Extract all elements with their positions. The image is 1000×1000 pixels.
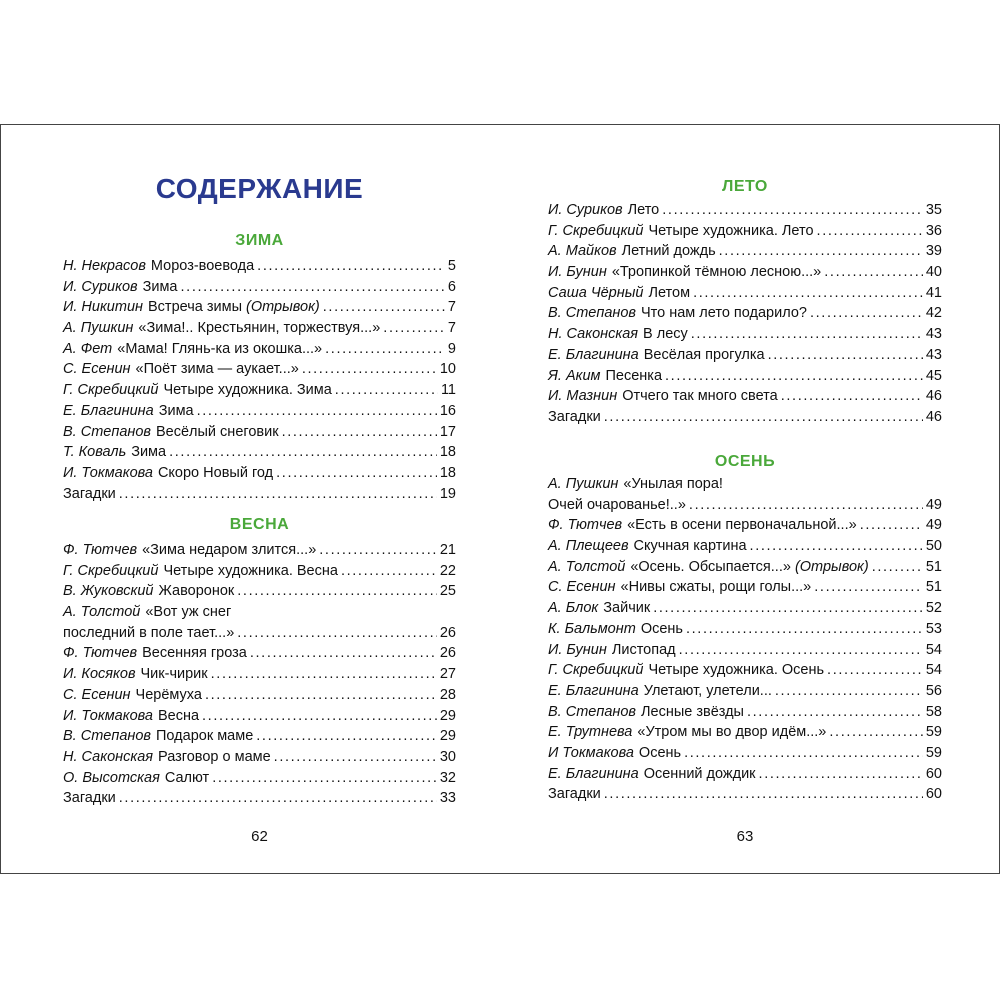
toc-entry — [63, 726, 456, 747]
entry-title: Загадки — [548, 786, 601, 803]
entry-author: А. Блок — [548, 600, 599, 617]
toc-entry — [548, 557, 942, 578]
entry-title: Осень — [638, 744, 682, 761]
entry-author: Ф. Тютчев — [63, 645, 138, 662]
entry-title: Разговор о маме — [158, 748, 271, 765]
dot-leader — [335, 380, 438, 401]
toc-entry — [548, 407, 942, 428]
entry-author: Г. Скребицкий — [548, 222, 644, 239]
dot-leader — [256, 726, 437, 747]
toc-entry — [63, 540, 456, 561]
toc-entry — [548, 474, 942, 495]
toc-entry — [63, 664, 456, 685]
dot-leader — [860, 515, 923, 536]
toc-entry — [548, 262, 942, 283]
entry-page-number: 49 — [925, 496, 942, 513]
entry-author: Г. Скребицкий — [63, 562, 159, 579]
entry-author: В. Степанов — [548, 703, 636, 720]
entry-page-number: 42 — [925, 305, 942, 322]
entry-author: Т. Коваль — [63, 444, 127, 461]
toc-entry — [63, 256, 456, 277]
dot-leader — [169, 442, 437, 463]
entry-title: Зайчик — [603, 600, 651, 617]
book-spread — [0, 124, 1000, 874]
entry-page-number: 56 — [925, 682, 942, 699]
toc-entry — [63, 561, 456, 582]
entry-title: Салют — [164, 769, 210, 786]
toc-entry — [548, 681, 942, 702]
dot-leader — [211, 664, 437, 685]
dot-leader — [119, 788, 437, 809]
entry-author: Ф. Тютчев — [63, 542, 138, 558]
toc-entry — [548, 515, 942, 536]
entry-title: Зима — [131, 444, 167, 461]
dot-leader — [759, 764, 923, 785]
toc-entry — [548, 722, 942, 743]
section-heading-spring: ВЕСНА — [229, 516, 290, 533]
entry-page-number: 46 — [925, 408, 942, 425]
entry-author: С. Есенин — [63, 361, 131, 378]
entry-author: Н. Саконская — [63, 748, 154, 765]
entry-author: А. Толстой — [548, 558, 626, 575]
dot-leader — [205, 685, 437, 706]
section-heading-autumn: ОСЕНЬ — [714, 453, 776, 470]
entry-title: Весёлый снеговик — [156, 423, 279, 440]
toc-list-autumn — [548, 474, 942, 805]
dot-leader — [684, 743, 923, 764]
dot-leader — [689, 495, 923, 516]
entry-title: Черёмуха — [135, 686, 202, 703]
entry-page-number: 30 — [439, 748, 456, 765]
dot-leader — [719, 241, 923, 262]
entry-author: А. Пушкин — [548, 476, 619, 492]
entry-page-number: 41 — [925, 284, 942, 301]
entry-page-number: 46 — [925, 388, 942, 405]
dot-leader — [817, 221, 923, 242]
entry-author: И. Суриков — [63, 278, 138, 295]
entry-page-number: 7 — [447, 299, 456, 316]
entry-title-continued: последний в поле тает...» — [63, 624, 235, 641]
dot-leader — [302, 359, 437, 380]
entry-title: В лесу — [643, 326, 688, 343]
entry-title: Жаворонок — [158, 583, 235, 600]
toc-entry-continued — [548, 495, 942, 516]
toc-entry — [548, 577, 942, 598]
dot-leader — [827, 660, 923, 681]
entry-page-number: 58 — [925, 703, 942, 720]
entry-author: Саша Чёрный — [548, 284, 644, 301]
entry-author: Е. Благинина — [548, 765, 639, 782]
entry-page-number: 29 — [439, 707, 456, 724]
entry-page-number: 40 — [925, 264, 942, 281]
entry-title: Лето — [627, 202, 660, 218]
entry-page-number: 11 — [440, 382, 456, 399]
toc-list-spring — [63, 540, 456, 809]
entry-title: Скучная картина — [633, 538, 747, 555]
toc-entry — [63, 706, 456, 727]
entry-author: Е. Трутнева — [548, 724, 633, 741]
entry-author: Г. Скребицкий — [63, 382, 159, 399]
toc-entry — [548, 743, 942, 764]
dot-leader — [274, 747, 437, 768]
toc-entry — [63, 463, 456, 484]
entry-page-number: 7 — [447, 320, 456, 337]
dot-leader — [323, 297, 445, 318]
entry-author: И. Мазнин — [548, 388, 618, 405]
entry-page-number: 54 — [925, 641, 942, 658]
dot-leader — [282, 422, 437, 443]
entry-note: (Отрывок) — [794, 558, 869, 575]
entry-page-number: 17 — [439, 423, 456, 440]
entry-page-number: 36 — [925, 222, 942, 239]
dot-leader — [604, 407, 923, 428]
entry-author: В. Степанов — [548, 305, 636, 322]
entry-author: С. Есенин — [548, 579, 616, 596]
entry-title: Скоро Новый год — [157, 464, 274, 481]
entry-title: «Нивы сжаты, рощи голы...» — [620, 579, 812, 596]
dot-leader — [810, 303, 923, 324]
dot-leader — [662, 200, 923, 221]
dot-leader — [212, 768, 437, 789]
entry-title: Загадки — [548, 408, 601, 425]
entry-page-number: 54 — [925, 662, 942, 679]
entry-title: Мороз-воевода — [150, 258, 255, 274]
entry-title: «Зима!.. Крестьянин, торжествуя...» — [138, 320, 381, 337]
entry-author: О. Высотская — [63, 769, 160, 786]
toc-entry — [548, 764, 942, 785]
entry-title: «Вот уж снег — [145, 604, 232, 621]
toc-entry — [548, 200, 942, 221]
entry-page-number: 18 — [439, 444, 456, 461]
entry-title: Весенняя гроза — [142, 645, 247, 662]
entry-title: Весна — [157, 707, 200, 724]
page-title: СОДЕРЖАНИЕ — [155, 173, 364, 204]
entry-page-number: 52 — [925, 600, 942, 617]
entry-page-number: 9 — [447, 340, 456, 357]
left-page — [63, 125, 456, 873]
dot-leader — [679, 640, 923, 661]
entry-title: Зима — [142, 278, 178, 295]
entry-title: «Поёт зима — аукает...» — [135, 361, 299, 378]
dot-leader — [119, 484, 437, 505]
toc-entry — [548, 784, 942, 805]
entry-page-number: 10 — [439, 361, 456, 378]
toc-entry — [63, 380, 456, 401]
toc-entry — [63, 277, 456, 298]
entry-page-number: 19 — [439, 485, 456, 502]
entry-title: «Утром мы во двор идём...» — [637, 724, 827, 741]
toc-entry — [63, 685, 456, 706]
entry-title: «Унылая пора! — [623, 476, 723, 492]
entry-page-number: 29 — [439, 728, 456, 745]
entry-page-number: 25 — [439, 583, 456, 600]
dot-leader — [237, 581, 437, 602]
toc-entry — [548, 619, 942, 640]
entry-title: Улетают, улетели... — [643, 682, 772, 699]
dot-leader — [197, 401, 437, 422]
dot-leader — [319, 540, 437, 561]
dot-leader — [750, 536, 923, 557]
toc-entry — [548, 702, 942, 723]
toc-entry — [63, 339, 456, 360]
toc-entry — [548, 241, 942, 262]
toc-entry — [63, 747, 456, 768]
entry-page-number: 26 — [439, 645, 456, 662]
toc-entry — [63, 442, 456, 463]
dot-leader — [250, 643, 437, 664]
entry-title: «Осень. Обсыпается...» — [630, 558, 791, 575]
dot-leader — [276, 463, 437, 484]
dot-leader — [872, 557, 923, 578]
entry-title: Загадки — [63, 485, 116, 502]
entry-author: И. Никитин — [63, 299, 143, 316]
toc-entry — [63, 359, 456, 380]
dot-leader — [257, 256, 445, 277]
entry-author: И. Токмакова — [63, 464, 153, 481]
toc-entry — [63, 401, 456, 422]
toc-entry — [548, 283, 942, 304]
entry-author: И Токмакова — [548, 744, 634, 761]
entry-title: Четыре художника. Весна — [163, 562, 338, 579]
toc-entry — [63, 318, 456, 339]
entry-author: К. Бальмонт — [548, 620, 636, 637]
entry-page-number: 60 — [925, 765, 942, 782]
entry-page-number: 59 — [925, 744, 942, 761]
dot-leader — [665, 366, 923, 387]
entry-author: А. Плещеев — [548, 538, 629, 555]
entry-author: А. Пушкин — [63, 320, 134, 337]
entry-title: Листопад — [611, 641, 676, 658]
toc-entry — [63, 422, 456, 443]
entry-author: А. Майков — [548, 243, 617, 260]
toc-entry — [548, 221, 942, 242]
toc-entry — [63, 643, 456, 664]
entry-title: Загадки — [63, 790, 116, 807]
dot-leader — [775, 681, 923, 702]
entry-title-continued: Очей очарованье!..» — [548, 496, 686, 513]
entry-title: «Тропинкой тёмною лесною...» — [611, 264, 822, 281]
entry-author: Н. Саконская — [548, 326, 639, 343]
entry-title: Летний дождь — [621, 243, 716, 260]
toc-entry — [63, 484, 456, 505]
entry-title: Чик-чирик — [140, 666, 208, 683]
dot-leader — [781, 386, 923, 407]
entry-title: «Есть в осени первоначальной...» — [627, 517, 857, 534]
entry-title: Лесные звёзды — [641, 703, 744, 720]
page-number: 63 — [736, 828, 754, 845]
entry-page-number: 16 — [439, 402, 456, 419]
toc-entry — [548, 345, 942, 366]
toc-entry — [63, 788, 456, 809]
dot-leader — [768, 345, 923, 366]
dot-leader — [653, 598, 923, 619]
dot-leader — [181, 277, 445, 298]
entry-author: И. Косяков — [63, 666, 136, 683]
toc-entry — [548, 598, 942, 619]
entry-title: Летом — [648, 284, 691, 301]
entry-page-number: 32 — [439, 769, 456, 786]
entry-author: С. Есенин — [63, 686, 131, 703]
dot-leader — [814, 577, 923, 598]
entry-page-number: 35 — [925, 202, 942, 218]
dot-leader — [202, 706, 437, 727]
toc-entry — [548, 660, 942, 681]
entry-title: «Мама! Глянь-ка из окошка...» — [117, 340, 323, 357]
toc-entry — [548, 386, 942, 407]
entry-author: В. Жуковский — [63, 583, 154, 600]
dot-leader — [693, 283, 923, 304]
entry-title: Четыре художника. Зима — [163, 382, 332, 399]
entry-page-number: 21 — [439, 542, 456, 558]
right-page — [548, 125, 942, 873]
toc-entry — [63, 297, 456, 318]
dot-leader — [383, 318, 445, 339]
toc-entry-continued — [63, 623, 456, 644]
entry-title: Четыре художника. Осень — [648, 662, 825, 679]
page-number: 62 — [251, 828, 268, 845]
entry-author: Е. Благинина — [548, 346, 639, 363]
entry-page-number: 49 — [925, 517, 942, 534]
entry-page-number: 33 — [439, 790, 456, 807]
toc-entry — [548, 640, 942, 661]
entry-title: Осенний дождик — [643, 765, 756, 782]
entry-page-number: 50 — [925, 538, 942, 555]
entry-author: Е. Благинина — [548, 682, 639, 699]
dot-leader — [824, 262, 923, 283]
toc-list-summer — [548, 200, 942, 428]
toc-entry — [63, 581, 456, 602]
entry-title: Песенка — [605, 367, 663, 384]
toc-entry — [548, 324, 942, 345]
toc-entry — [548, 536, 942, 557]
entry-author: А. Фет — [63, 340, 113, 357]
dot-leader — [325, 339, 445, 360]
entry-page-number: 28 — [439, 686, 456, 703]
entry-page-number: 18 — [439, 464, 456, 481]
entry-page-number: 51 — [925, 558, 942, 575]
section-heading-winter: ЗИМА — [235, 232, 284, 249]
entry-author: В. Степанов — [63, 423, 151, 440]
entry-page-number: 59 — [925, 724, 942, 741]
entry-page-number: 22 — [439, 562, 456, 579]
entry-author: И. Бунин — [548, 641, 607, 658]
toc-entry — [63, 768, 456, 789]
entry-title: Весёлая прогулка — [643, 346, 765, 363]
dot-leader — [604, 784, 923, 805]
dot-leader — [747, 702, 923, 723]
entry-author: Г. Скребицкий — [548, 662, 644, 679]
entry-author: А. Толстой — [63, 604, 141, 621]
entry-title: Осень — [640, 620, 683, 637]
entry-title: Четыре художника. Лето — [648, 222, 814, 239]
entry-author: Я. Аким — [548, 367, 601, 384]
entry-title: Что нам лето подарило? — [641, 305, 807, 322]
entry-page-number: 5 — [447, 258, 456, 274]
entry-page-number: 6 — [447, 278, 456, 295]
entry-author: Ф. Тютчев — [548, 517, 623, 534]
entry-page-number: 43 — [925, 326, 942, 343]
entry-page-number: 51 — [925, 579, 942, 596]
entry-title: Отчего так много света — [622, 388, 778, 405]
entry-author: И. Бунин — [548, 264, 607, 281]
entry-page-number: 45 — [925, 367, 942, 384]
entry-author: И. Токмакова — [63, 707, 153, 724]
entry-page-number: 43 — [925, 346, 942, 363]
dot-leader — [686, 619, 923, 640]
entry-note: (Отрывок) — [246, 299, 320, 316]
entry-title: Подарок маме — [156, 728, 254, 745]
dot-leader — [341, 561, 437, 582]
section-heading-summer: ЛЕТО — [722, 178, 768, 195]
entry-page-number: 60 — [925, 786, 942, 803]
toc-entry — [63, 602, 456, 623]
dot-leader — [237, 623, 437, 644]
entry-page-number: 26 — [439, 624, 456, 641]
dot-leader — [829, 722, 922, 743]
toc-list-winter — [63, 256, 456, 504]
dot-leader — [691, 324, 923, 345]
entry-page-number: 39 — [925, 243, 942, 260]
entry-title: «Зима недаром злится...» — [142, 542, 317, 558]
entry-page-number: 27 — [439, 666, 456, 683]
entry-author: Е. Благинина — [63, 402, 154, 419]
entry-author: В. Степанов — [63, 728, 151, 745]
toc-entry — [548, 366, 942, 387]
entry-author: И. Суриков — [548, 202, 623, 218]
entry-page-number: 53 — [925, 620, 942, 637]
entry-title: Встреча зимы — [148, 299, 242, 316]
toc-entry — [548, 303, 942, 324]
entry-title: Зима — [158, 402, 194, 419]
entry-author: Н. Некрасов — [63, 258, 146, 274]
